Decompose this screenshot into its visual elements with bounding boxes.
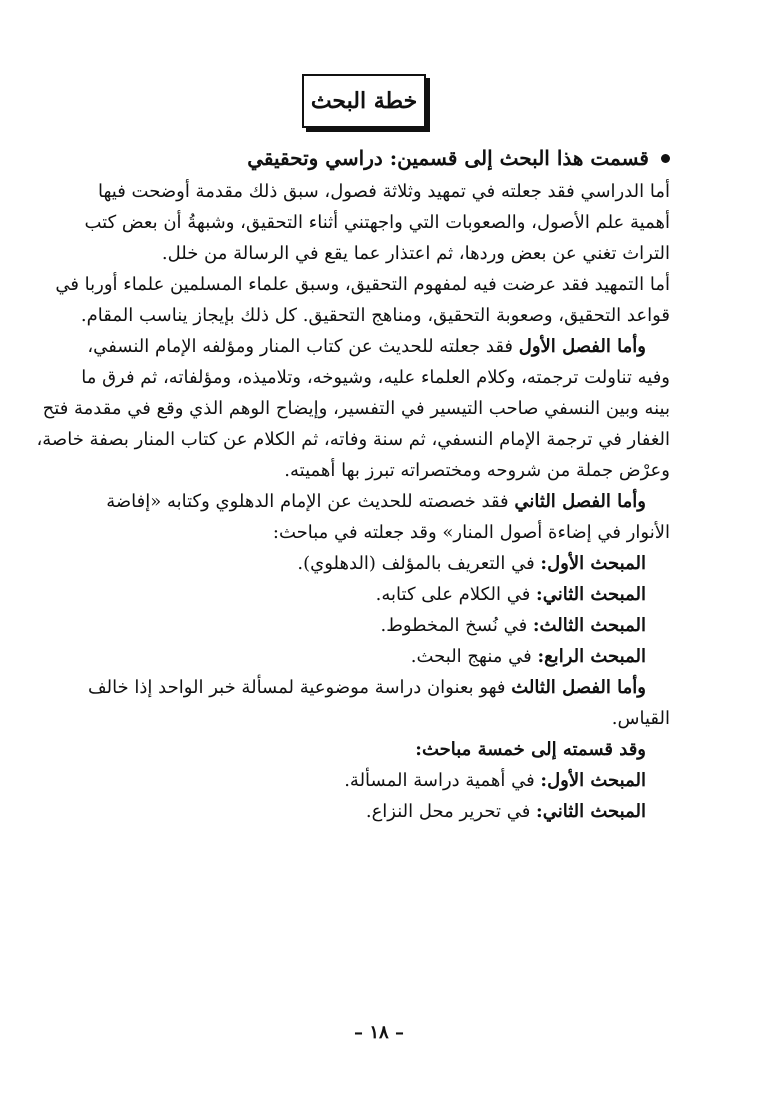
page-number: – ١٨ –: [354, 1022, 404, 1043]
para2-line-1: أما التمهيد فقد عرضت فيه لمفهوم التحقيق، وسبق علماء المسلمين علماء أوربا في: [55, 274, 670, 295]
ch2-item-2: [68, 579, 670, 610]
ch3-first-text: فهو بعنوان دراسة موضوعية لمسألة خبر الواحد إذا خالف: [87, 677, 512, 698]
ch2-label: وأما الفصل الثاني: [514, 491, 646, 512]
ch2-item-1: [68, 548, 670, 579]
ch2-item-1-text: في التعريف بالمؤلف (الدهلوي).: [297, 553, 541, 574]
ch2-item-4-text: في منهج البحث.: [410, 646, 538, 667]
ch3-first-line: [68, 672, 670, 703]
para1-line-1: أما الدراسي فقد جعلته في تمهيد وثلاثة فصول، سبق ذلك مقدمة أوضحت فيها: [98, 181, 670, 202]
ch3-item-1: [68, 765, 670, 796]
ch1-line-5: وعرْض جملة من شروحه ومختصراته تبرز بها أهميته.: [284, 460, 670, 481]
ch2-first-line: [68, 486, 670, 517]
intro-line: [68, 140, 670, 176]
ch2-item-4: [68, 641, 670, 672]
ch3-line-2: القياس.: [611, 708, 670, 729]
section-title: خطة البحث: [302, 74, 426, 128]
ch2-item-3-label: المبحث الثالث:: [532, 615, 646, 636]
ch3-label: وأما الفصل الثالث: [511, 677, 646, 698]
ch3-item-2-label: المبحث الثاني:: [536, 801, 646, 822]
ch2-item-2-label: المبحث الثاني:: [536, 584, 646, 605]
page-content: [36, 140, 670, 827]
ch2-first-text: فقد خصصته للحديث عن الإمام الدهلوي وكتابه «إفاضة: [106, 491, 515, 512]
ch2-item-1-label: المبحث الأول:: [540, 553, 646, 574]
bullet-icon: [661, 154, 670, 163]
para1-line-3: التراث تغني عن بعض وردها، ثم اعتذار عما يقع في الرسالة من خلل.: [161, 243, 670, 264]
ch2-item-3: [68, 610, 670, 641]
ch1-line-2: وفيه تناولت ترجمته، وكلام العلماء عليه، وشيوخه، وتلاميذه، ومؤلفاته، ثم فرق ما: [81, 367, 670, 388]
ch3-item-1-label: المبحث الأول:: [540, 770, 646, 791]
ch3-subhead: وقد قسمته إلى خمسة مباحث:: [415, 739, 646, 760]
ch3-item-2: [68, 796, 670, 827]
ch1-label: وأما الفصل الأول: [518, 336, 646, 357]
ch2-item-2-text: في الكلام على كتابه.: [375, 584, 537, 605]
ch1-line-4: الغفار في ترجمة الإمام النسفي، ثم سنة وفاته، ثم الكلام عن كتاب المنار بصفة خاصة،: [36, 429, 670, 450]
ch2-item-4-label: المبحث الرابع:: [537, 646, 646, 667]
para1-line-2: أهمية علم الأصول، والصعوبات التي واجهتني أثناء التحقيق، وشبهةُ أن بعض كتب: [84, 212, 670, 233]
ch1-first-text: فقد جعلته للحديث عن كتاب المنار ومؤلفه الإمام النسفي،: [87, 336, 519, 357]
ch1-line-3: بينه وبين النسفي صاحب التيسير في التفسير، وإيضاح الوهم الذي وقع في مقدمة فتح: [42, 398, 670, 419]
ch2-item-3-text: في نُسخ المخطوط.: [380, 615, 533, 636]
ch2-line-2: الأنوار في إضاءة أصول المنار» وقد جعلته في مباحث:: [272, 522, 670, 543]
ch1-first-line: [68, 331, 670, 362]
intro-text: قسمت هذا البحث إلى قسمين: دراسي وتحقيقي: [247, 146, 649, 170]
para2-line-2: قواعد التحقيق، وصعوبة التحقيق، ومناهج التحقيق. كل ذلك بإيجاز يناسب المقام.: [80, 305, 670, 326]
ch3-item-1-text: في أهمية دراسة المسألة.: [344, 770, 541, 791]
ch3-item-2-text: في تحرير محل النزاع.: [365, 801, 537, 822]
